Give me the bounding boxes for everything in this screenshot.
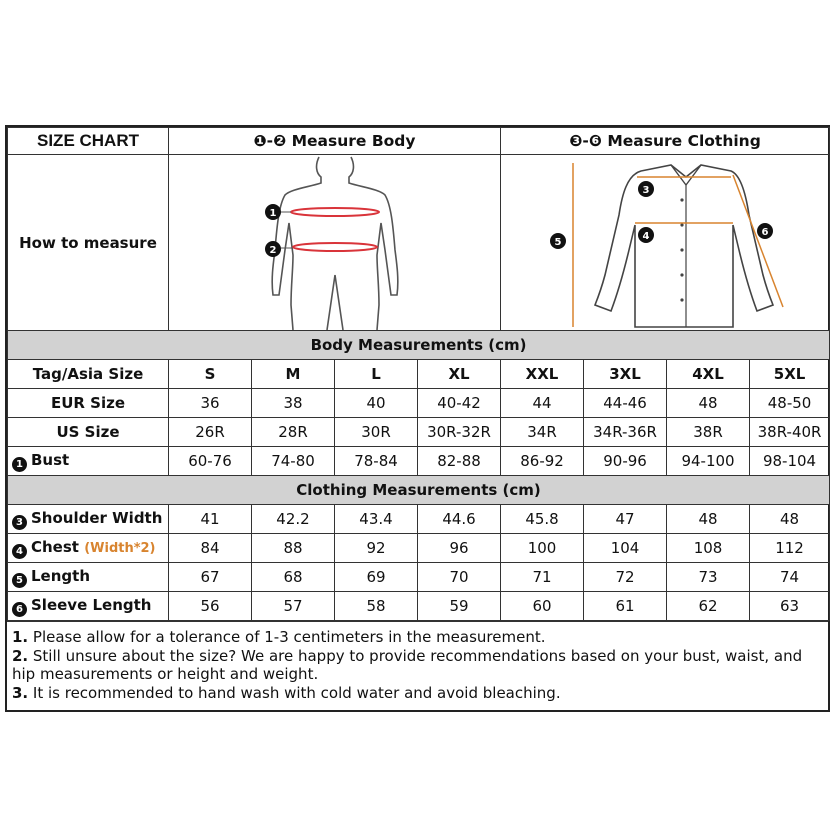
note-item — [12, 647, 823, 684]
sleeve-cell: 58 — [335, 592, 418, 621]
note-text: It is recommended to hand wash with cold water and avoid bleaching. — [28, 683, 561, 702]
sleeve-cell: 63 — [750, 592, 830, 621]
table-row — [8, 534, 830, 563]
body-measurements-title: Body Measurements (cm) — [8, 331, 830, 360]
bust-cell: 86-92 — [501, 447, 584, 476]
chest-cell: 88 — [252, 534, 335, 563]
tag-cell: S — [169, 360, 252, 389]
us-cell: 38R-40R — [750, 418, 830, 447]
tag-cell: M — [252, 360, 335, 389]
measure-body-numbers: ❶-❷ — [253, 132, 287, 150]
shoulder-cell: 43.4 — [335, 505, 418, 534]
measure-body-label: Measure Body — [291, 132, 416, 150]
bust-label — [8, 447, 169, 476]
length-cell: 67 — [169, 563, 252, 592]
eur-cell: 48-50 — [750, 389, 830, 418]
tag-cell: L — [335, 360, 418, 389]
size-chart — [5, 125, 830, 712]
shirt-figure-icon — [501, 155, 830, 330]
chest-cell: 108 — [667, 534, 750, 563]
eur-cell: 38 — [252, 389, 335, 418]
shoulder-cell: 47 — [584, 505, 667, 534]
us-size-label: US Size — [8, 418, 169, 447]
eur-cell: 40 — [335, 389, 418, 418]
bust-number-icon: 1 — [12, 457, 27, 472]
bust-cell: 74-80 — [252, 447, 335, 476]
sleeve-label — [8, 592, 169, 621]
how-to-measure-label: How to measure — [8, 155, 169, 331]
us-cell: 38R — [667, 418, 750, 447]
chest-cell: 112 — [750, 534, 830, 563]
note-number: 1. — [12, 628, 29, 646]
tag-cell: 3XL — [584, 360, 667, 389]
eur-cell: 36 — [169, 389, 252, 418]
bust-cell: 98-104 — [750, 447, 830, 476]
length-label — [8, 563, 169, 592]
shoulder-cell: 42.2 — [252, 505, 335, 534]
sleeve-cell: 59 — [418, 592, 501, 621]
length-cell: 68 — [252, 563, 335, 592]
tag-size-label: Tag/Asia Size — [8, 360, 169, 389]
shoulder-cell: 48 — [750, 505, 830, 534]
chest-cell: 84 — [169, 534, 252, 563]
length-cell: 74 — [750, 563, 830, 592]
shoulder-label — [8, 505, 169, 534]
table-row — [8, 592, 830, 621]
tag-cell: XL — [418, 360, 501, 389]
clothing-marker-6: 6 — [761, 227, 769, 238]
chest-cell: 100 — [501, 534, 584, 563]
body-illustration — [169, 155, 501, 331]
clothing-measurements-title: Clothing Measurements (cm) — [8, 476, 830, 505]
chest-cell: 96 — [418, 534, 501, 563]
sleeve-cell: 57 — [252, 592, 335, 621]
us-cell: 26R — [169, 418, 252, 447]
body-marker-2: 2 — [269, 245, 277, 256]
measure-clothing-label: Measure Clothing — [607, 132, 761, 150]
chest-cell: 92 — [335, 534, 418, 563]
table-row — [8, 360, 830, 389]
sleeve-cell: 60 — [501, 592, 584, 621]
bust-cell: 82-88 — [418, 447, 501, 476]
us-cell: 30R-32R — [418, 418, 501, 447]
length-cell: 72 — [584, 563, 667, 592]
table-row — [8, 563, 830, 592]
measure-clothing-numbers: ❸-❻ — [569, 132, 602, 150]
tag-cell: 5XL — [750, 360, 830, 389]
sleeve-number-icon: 6 — [12, 602, 27, 617]
us-cell: 28R — [252, 418, 335, 447]
clothing-illustration — [501, 155, 830, 331]
note-text: Please allow for a tolerance of 1-3 centimeters in the measurement. — [28, 628, 546, 646]
sleeve-label-text: Sleeve Length — [31, 595, 152, 614]
clothing-marker-4: 4 — [642, 231, 650, 242]
tag-cell: XXL — [501, 360, 584, 389]
length-label-text: Length — [31, 566, 90, 585]
clothing-marker-3: 3 — [642, 185, 650, 196]
eur-cell: 40-42 — [418, 389, 501, 418]
chest-number-icon: 4 — [12, 544, 27, 559]
bust-cell: 78-84 — [335, 447, 418, 476]
table-row — [8, 447, 830, 476]
measure-clothing-header — [501, 128, 830, 155]
bust-cell: 60-76 — [169, 447, 252, 476]
length-cell: 71 — [501, 563, 584, 592]
sleeve-cell: 56 — [169, 592, 252, 621]
us-cell: 30R — [335, 418, 418, 447]
bust-cell: 94-100 — [667, 447, 750, 476]
notes-section — [7, 621, 828, 711]
body-figure-icon — [169, 155, 501, 330]
length-cell: 70 — [418, 563, 501, 592]
bust-cell: 90-96 — [584, 447, 667, 476]
shoulder-cell: 41 — [169, 505, 252, 534]
shoulder-cell: 45.8 — [501, 505, 584, 534]
sleeve-cell: 62 — [667, 592, 750, 621]
eur-size-label: EUR Size — [8, 389, 169, 418]
table-row — [8, 418, 830, 447]
eur-cell: 44-46 — [584, 389, 667, 418]
bust-label-text: Bust — [31, 450, 70, 469]
chest-cell: 104 — [584, 534, 667, 563]
note-number: 2. — [12, 646, 29, 665]
note-item — [12, 684, 823, 703]
tag-cell: 4XL — [667, 360, 750, 389]
us-cell: 34R — [501, 418, 584, 447]
shoulder-cell: 48 — [667, 505, 750, 534]
shoulder-cell: 44.6 — [418, 505, 501, 534]
measure-body-header — [169, 128, 501, 155]
size-chart-title: SIZE CHART — [8, 128, 169, 155]
length-cell: 69 — [335, 563, 418, 592]
shoulder-number-icon: 3 — [12, 515, 27, 530]
table-row — [8, 505, 830, 534]
length-cell: 73 — [667, 563, 750, 592]
shoulder-label-text: Shoulder Width — [31, 508, 163, 527]
note-item — [12, 628, 823, 647]
eur-cell: 48 — [667, 389, 750, 418]
note-text: Still unsure about the size? We are happy to provide recommendations based on your bust, waist, and hip measurements or height and weight. — [12, 646, 803, 683]
table-row — [8, 389, 830, 418]
length-number-icon: 5 — [12, 573, 27, 588]
chest-width-note: (Width*2) — [84, 540, 156, 556]
clothing-marker-5: 5 — [554, 237, 562, 248]
chest-label-text: Chest — [31, 537, 79, 556]
us-cell: 34R-36R — [584, 418, 667, 447]
sleeve-cell: 61 — [584, 592, 667, 621]
body-marker-1: 1 — [269, 208, 277, 219]
eur-cell: 44 — [501, 389, 584, 418]
note-number: 3. — [12, 683, 29, 702]
chest-label — [8, 534, 169, 563]
size-table — [7, 127, 830, 621]
